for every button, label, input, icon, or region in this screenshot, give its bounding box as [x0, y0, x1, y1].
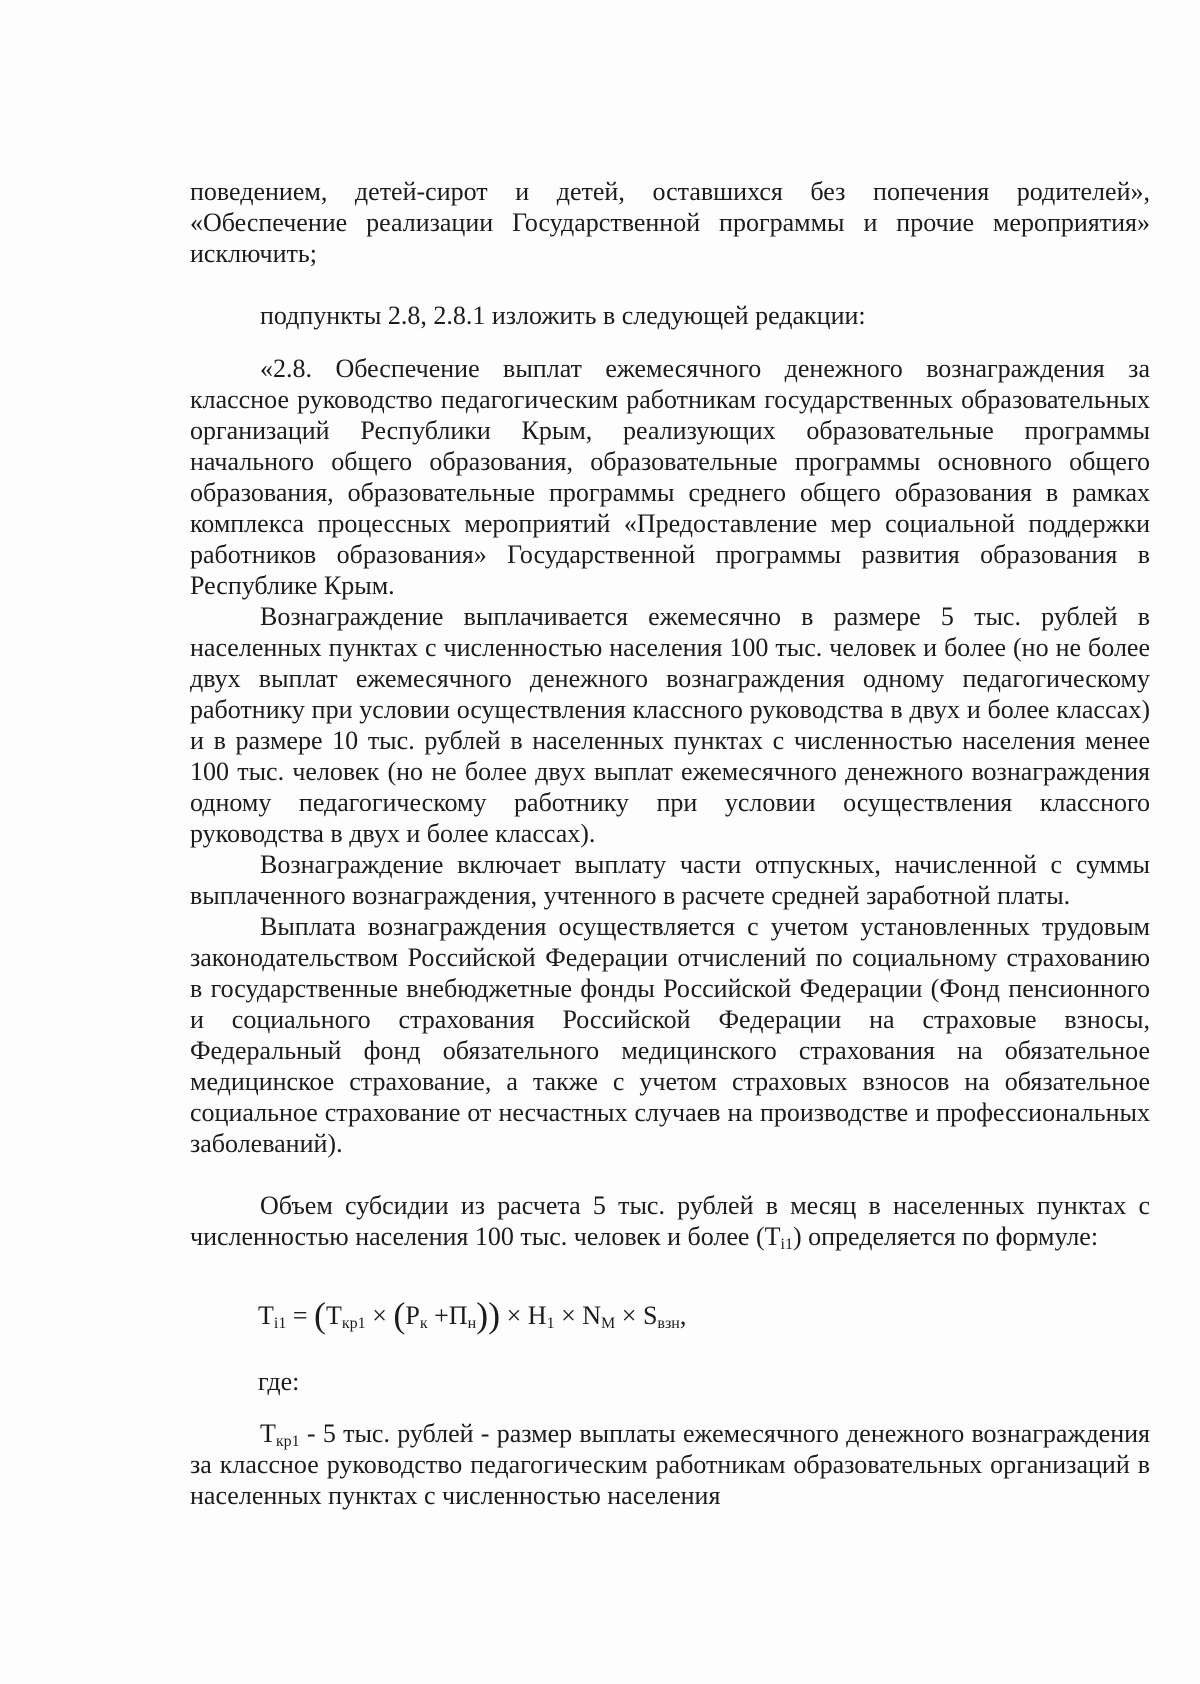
paragraph-continuation: поведением, детей-сирот и детей, оставшихся без попечения родителей», «Обеспечение реализации Государственной программы и прочие мероприятия» исключить;	[190, 177, 1150, 268]
definition-symbol: T	[260, 1419, 276, 1448]
formula-h-sub: 1	[546, 1315, 555, 1332]
formula-times-4: ×	[621, 1301, 637, 1330]
subsidy-text: Объем субсидии из расчета 5 тыс. рублей в месяц в населенных пунктах с численностью населения 100 тыс. человек и более (T	[190, 1191, 1150, 1251]
formula-n-sub: M	[601, 1315, 616, 1332]
formula-tkr: T	[326, 1301, 342, 1330]
subsidy-subscript: i1	[780, 1236, 793, 1253]
formula-comma: ,	[679, 1301, 687, 1330]
where-label: где:	[258, 1367, 300, 1396]
formula-eq: =	[292, 1301, 308, 1330]
paragraph-2-8: «2.8. Обеспечение выплат ежемесячного денежного вознаграждения за классное руководство педагогическим работникам государственных образовательных организаций Республики Крым, реализующих образовательные программы начального общего образования, образовательные программы основного общего образования, образовательные программы среднего общего образования в рамках комплекса процессных мероприятий «Предоставление мер социальной поддержки работников образования» Государственной программы развития образования в Республике Крым.	[190, 354, 1150, 600]
subsidy-tail: ) определяется по формуле:	[792, 1222, 1099, 1251]
formula-h: H	[527, 1301, 547, 1330]
formula-pi: П	[448, 1301, 468, 1330]
formula-times-3: ×	[561, 1301, 576, 1330]
paragraph-social-insurance: Выплата вознаграждения осуществляется с учетом установленных трудовым законодательством Российской Федерации отчислений по социальному страхованию в государственные внебюджетные фонды Российской Федерации (Фонд пенсионного и социального страхования Российской Федерации на страховые взносы, Федеральный фонд обязательного медицинского страхования на обязательное медицинское страхование, а также с учетом страховых взносов на обязательное социальное страхование от несчастных случаев на производстве и профессиональных заболеваний).	[190, 912, 1150, 1158]
formula-n: N	[582, 1301, 602, 1330]
paragraph-vacation-part: Вознаграждение включает выплату части отпускных, начисленной с суммы выплаченного вознаграждения, учтенного в расчете средней заработной платы.	[190, 850, 1150, 910]
definition-text: - 5 тыс. рублей - размер выплаты ежемесячного денежного вознаграждения за классное руководство педагогическим работникам образовательных организаций в населенных пунктах с численностью населения	[190, 1419, 1150, 1510]
formula-times-1: ×	[372, 1301, 387, 1330]
formula-tkr-sub: кр1	[341, 1315, 366, 1332]
formula-t: T	[258, 1301, 274, 1330]
formula-plus: +	[434, 1301, 449, 1330]
paragraph-subitems-intro: подпункты 2.8, 2.8.1 изложить в следующей редакции:	[260, 301, 866, 330]
formula-s: S	[642, 1301, 658, 1330]
formula-close-2: )	[476, 1295, 489, 1335]
formula-pi-sub: н	[467, 1315, 477, 1332]
formula-s-sub: взн	[657, 1315, 680, 1332]
body-text	[190, 176, 1150, 1252]
formula-t-sub: i1	[273, 1315, 287, 1332]
formula-close-big: )	[488, 1295, 501, 1335]
definition-tkr1	[190, 1418, 1150, 1511]
formula	[258, 1295, 687, 1335]
formula-p-sub: к	[419, 1315, 428, 1332]
definition-symbol-sub: кр1	[275, 1433, 300, 1450]
formula-p: P	[405, 1301, 420, 1330]
formula-times-2: ×	[506, 1301, 522, 1330]
formula-open-2: (	[393, 1295, 406, 1335]
paragraph-reward-amount: Вознаграждение выплачивается ежемесячно в размере 5 тыс. рублей в населенных пунктах с численностью населения 100 тыс. человек и более (но не более двух выплат ежемесячного денежного вознаграждения одному педагогическому работнику при условии осуществления классного руководства в двух и более классах) и в размере 10 тыс. рублей в населенных пунктах с численностью населения менее 100 тыс. человек (но не более двух выплат ежемесячного денежного вознаграждения одному педагогическому работнику при условии осуществления классного руководства в двух и более классах).	[190, 602, 1150, 848]
formula-open-big: (	[314, 1295, 327, 1335]
paragraph-subsidy-volume	[190, 1190, 1150, 1252]
